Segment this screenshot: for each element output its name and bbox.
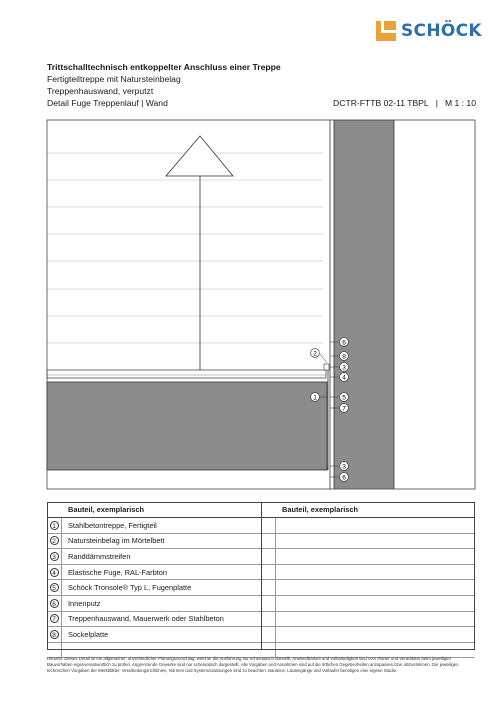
legend-row (47, 565, 261, 581)
svg-text:4: 4 (342, 374, 346, 382)
svg-text:8: 8 (342, 353, 346, 361)
legend-header-left-label: Bauteil, exemplarisch (68, 505, 144, 514)
legend-row-empty (261, 580, 475, 596)
legend-row-empty (261, 596, 475, 612)
wall-masonry (330, 120, 394, 489)
callout-3-top (340, 363, 349, 372)
legend-row (47, 580, 261, 596)
svg-text:3: 3 (342, 364, 346, 372)
legend-label: Randdämmstreifen (68, 551, 131, 561)
svg-text:1: 1 (313, 394, 317, 402)
legend-number: 6 (50, 599, 59, 608)
svg-text:7: 7 (342, 405, 346, 413)
drawing-subtitle-3: Detail Fuge Treppenlauf | Wand (47, 98, 168, 108)
legend-label: Stahlbetontreppe, Fertigteil (68, 520, 157, 530)
legend-row-empty (261, 549, 475, 565)
legend-header-left (47, 502, 261, 518)
disclaimer-note: Hinweis: Dieses Detail ist ein allgemeiner, unverbindlicher Planungsvorschlag, welcher die Ausführung nur schematisch darstellt. Anwendbarkeit und Vollständigkeit sind vom Planer und Verarbeiter beim jeweiligen Bauvorhaben eigenverantwortlich zu prüfen. Angrenzende Gewerke sind nur schematisch dargestellt. Alle Vorgaben und Annahmen sind auf die örtlichen Gegebenheiten anzupassen bzw. abzustimmen. Die jeweiligen technischen Vorgaben der Merkblätter, Verarbeitungsrichtlinien, Normen und Systemzulassungen sind zu beachten. Bauleine, Lautengänge und Vorlaufer benötigen eine eigene Studie. (47, 656, 459, 674)
legend-number: 8 (50, 630, 59, 639)
code-separator: | (435, 98, 438, 108)
callout-6-bottom (340, 473, 349, 482)
callout-4 (340, 373, 349, 382)
legend-number: 5 (50, 583, 59, 592)
legend-row-empty (261, 627, 475, 643)
legend-row (47, 596, 261, 612)
callout-6-top (340, 338, 349, 347)
legend-row (47, 518, 261, 534)
legend-row (47, 534, 261, 550)
legend-label: Schöck Tronsole® Typ L, Fugenplatte (68, 583, 192, 593)
callout-1-left (311, 393, 320, 402)
legend-column-right (261, 502, 475, 658)
legend-label: Treppenhauswand, Mauerwerk oder Stahlbeton (68, 614, 224, 624)
svg-text:2: 2 (313, 350, 317, 358)
guide-lines (47, 153, 323, 343)
legend-row-empty (261, 612, 475, 628)
level-marker (166, 136, 233, 370)
callout-3-bottom (340, 462, 349, 471)
drawing-title: Trittschalltechnisch entkoppelter Anschluss einer Treppe (47, 62, 281, 72)
callout-8 (340, 352, 349, 361)
legend-number: 4 (50, 568, 59, 577)
drawing-code: DCTR-FTTB 02-11 TBPL (333, 98, 429, 108)
legend-number: 3 (50, 552, 59, 561)
legend-row-empty (261, 565, 475, 581)
legend-number: 2 (50, 536, 59, 545)
svg-text:6: 6 (342, 474, 346, 482)
stair-slab (47, 364, 329, 470)
legend-header-right-label: Bauteil, exemplarisch (282, 505, 358, 514)
legend-row (47, 549, 261, 565)
drawing-subtitle-1: Fertigteiltreppe mit Natursteinbelag (47, 74, 181, 84)
legend-row (47, 612, 261, 628)
legend-label: Innenputz (68, 598, 101, 608)
svg-text:6: 6 (342, 339, 346, 347)
svg-text:5: 5 (342, 394, 346, 402)
legend-row (47, 627, 261, 643)
legend-table-divider (261, 502, 262, 650)
svg-text:3: 3 (342, 463, 346, 471)
legend-header-right (261, 502, 475, 518)
brand-name: SCHÖCK (401, 21, 482, 41)
legend-label: Sockelplatte (68, 629, 109, 639)
callout-7 (340, 404, 349, 413)
legend-column-left (47, 502, 261, 658)
legend-number: 1 (50, 521, 59, 530)
legend-label: Elastische Fuge, RAL-Farbton (68, 567, 167, 577)
legend-label: Natursteinbelag im Mörtelbett (68, 536, 165, 546)
callout-2-left (311, 349, 320, 358)
drawing-scale: M 1 : 10 (444, 98, 476, 108)
legend-row-empty (261, 518, 475, 534)
drawing-subtitle-2: Treppenhauswand, verputzt (47, 86, 154, 96)
callout-5 (340, 393, 349, 402)
legend-number: 7 (50, 614, 59, 623)
legend-row-empty (261, 534, 475, 550)
